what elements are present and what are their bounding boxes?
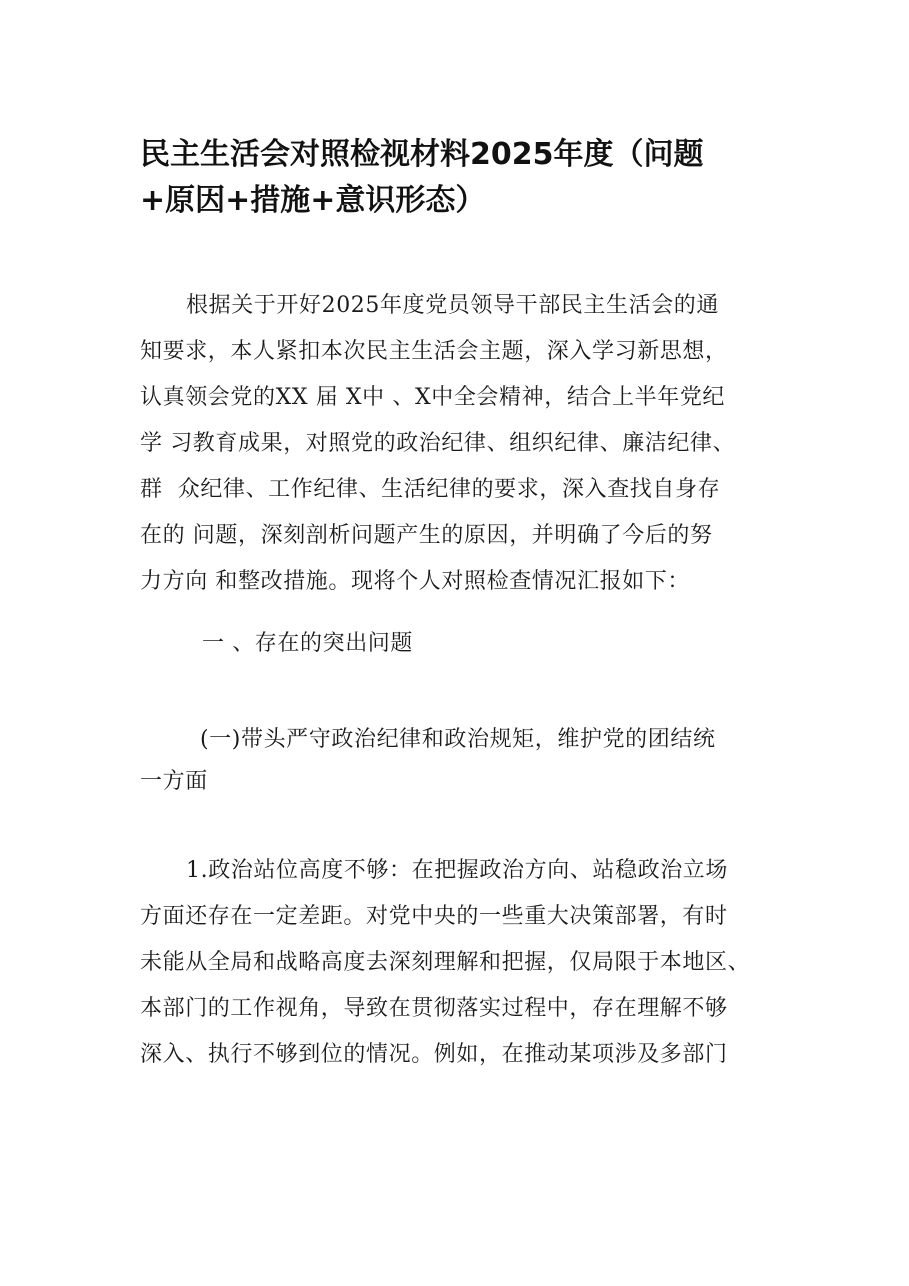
intro-line: 力方向 和整改措施。现将个人对照检查情况汇报如下： — [140, 569, 690, 594]
item-line: 深入、执行不够到位的情况。例如，在推动某项涉及多部门 — [140, 1042, 728, 1067]
subsection-line: 一方面 — [140, 769, 208, 794]
item-line: 方面还存在一定差距。对党中央的一些重大决策部署，有时 — [140, 904, 728, 929]
title-line-2: +原因+措施+意识形态） — [140, 183, 486, 218]
intro-line: 认真领会党的XX 届 X中 、X中全会精神，结合上半年党纪 — [140, 385, 726, 410]
intro-line: 在的 问题，深刻剖析问题产生的原因，并明确了今后的努 — [140, 523, 713, 548]
item-line: 未能从全局和战略高度去深刻理解和把握，仅局限于本地区、 — [140, 950, 751, 975]
intro-line: 群 众纪律、工作纪律、生活纪律的要求，深入查找自身存 — [140, 477, 721, 502]
section-heading-1: 一 、存在的突出问题 — [202, 631, 413, 656]
subsection-line: (一)带头严守政治纪律和政治规矩，维护党的团结统 — [200, 727, 716, 752]
title-line-1: 民主生活会对照检视材料2025年度（问题 — [140, 137, 704, 172]
document-title — [140, 132, 800, 224]
item-line: 本部门的工作视角，导致在贯彻落实过程中，存在理解不够 — [140, 996, 728, 1021]
intro-line: 学 习教育成果，对照党的政治纪律、组织纪律、廉洁纪律、 — [140, 431, 736, 456]
intro-line: 根据关于开好2025年度党员领导干部民主生活会的通 — [186, 293, 719, 318]
intro-line: 知要求，本人紧扣本次民主生活会主题，深入学习新思想， — [140, 339, 728, 364]
item-line: 1.政治站位高度不够：在把握政治方向、站稳政治立场 — [186, 858, 728, 883]
